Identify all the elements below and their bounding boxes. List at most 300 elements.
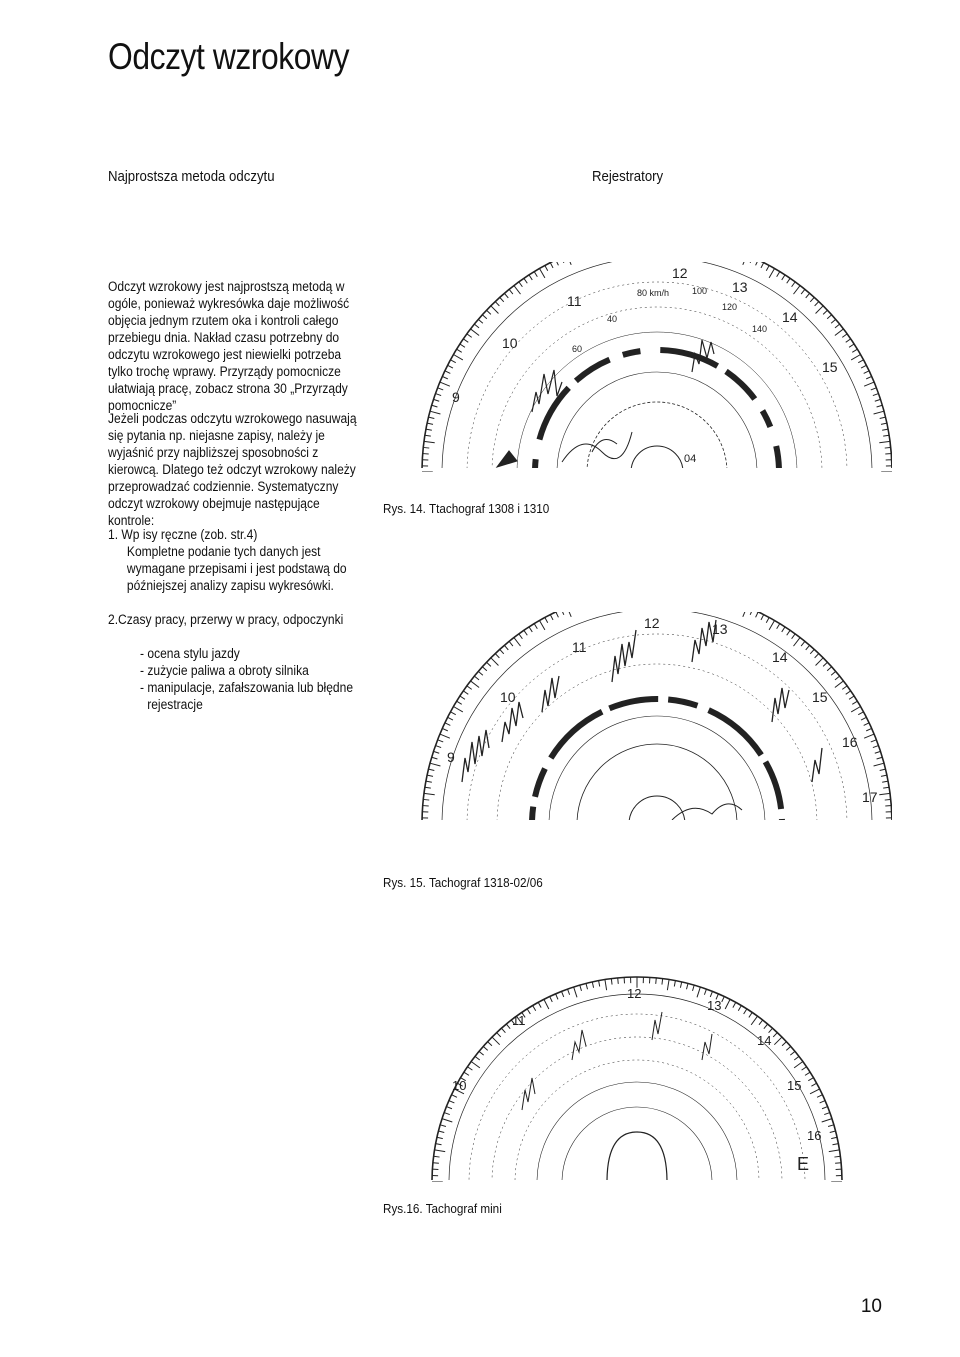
disc-label: 04 [684,453,697,465]
tick-mark [881,423,887,424]
tick-mark [463,691,468,694]
tick-mark [471,1062,480,1068]
tick-mark [786,1046,791,1050]
tick-mark [822,1119,832,1122]
disc-label: 14 [772,649,788,665]
tick-mark [545,265,548,270]
tick-mark [504,293,508,298]
tick-mark [810,1089,820,1094]
tick-mark [832,1144,838,1145]
tick-mark [463,339,468,342]
tick-mark [427,775,433,776]
questions-paragraph: Jeżeli podczas odczytu wzrokowego nasuwają się pytania np. niejasne zapisy, należy je wyjaśnić przy najbliższej sposobności z kierowcą. Dlatego też odczyt wzrokowy należy przeprowadzać codziennie. Systematyczny odczyt wzrokowy obejmuje następujące kontrole: [108,411,357,528]
tick-mark [474,324,479,328]
disc-label: 11 [572,639,587,655]
tick-mark [495,654,499,658]
disc-label: 12 [672,265,688,281]
tick-mark [424,793,435,794]
tick-mark [667,980,669,991]
tick-mark [864,734,874,738]
disc-label: 15 [822,359,838,375]
tick-mark [446,1107,452,1109]
disc-label: 10 [502,335,518,351]
tick-mark [435,746,441,748]
tick-mark [830,1131,836,1132]
tick-mark [858,360,863,363]
tick-mark [766,617,769,622]
tick-mark [835,1163,841,1164]
item-2-title: 2.Czasy pracy, przerwy w pracy, odpoczynki [108,612,344,627]
tick-mark [428,417,434,418]
bullet-item: rejestracje [147,697,203,712]
tick-mark [432,405,438,407]
tick-mark [882,429,888,430]
tick-mark [831,671,836,675]
figure-caption-16: Rys.16. Tachograf mini [383,1201,502,1216]
tick-mark [611,979,612,985]
tick-mark [544,999,549,1009]
tick-mark [864,371,869,374]
tick-mark [805,1072,810,1075]
tick-mark [538,1002,541,1007]
tick-mark [773,1033,777,1037]
tick-mark [875,751,881,753]
tick-mark [524,278,527,283]
tick-mark [835,681,844,688]
tick-mark [769,620,774,629]
tick-mark [823,662,827,666]
tick-mark [482,315,486,319]
disc-label: 14 [757,1033,772,1048]
tick-mark [430,411,440,414]
tick-mark [467,334,472,338]
tick-mark [506,1024,510,1029]
tick-mark [423,447,429,448]
tick-mark [680,982,681,988]
tick-mark [858,712,863,715]
tick-mark [467,686,472,690]
tick-mark [445,371,450,374]
tick-mark [586,983,587,989]
tick-mark [777,624,780,629]
tick-mark [562,991,564,997]
tick-mark [426,429,432,430]
tick-mark [433,1163,439,1164]
disc-label: 12 [644,615,660,631]
tick-mark [436,1144,442,1145]
tick-mark [450,360,455,363]
tick-mark [851,355,860,360]
tick-mark [500,297,504,301]
item-2 [108,611,369,628]
tick-mark [885,447,891,448]
bullet-item: - ocena stylu jazdy [140,646,240,661]
tick-mark [846,691,851,694]
disc-label: 60 [572,344,583,354]
tick-mark [550,997,553,1002]
tick-mark [444,1113,450,1115]
tick-mark [835,324,840,328]
disc-label: E [797,1154,810,1174]
tick-mark [835,676,840,680]
disc-label: 120 [722,302,738,312]
tick-mark [424,441,435,442]
tick-mark [761,263,764,268]
tick-mark [478,671,483,675]
tick-mark [693,985,695,991]
tick-mark [599,981,600,987]
tick-mark [880,769,886,770]
tick-mark [561,262,563,263]
tick-mark [815,302,819,306]
tick-mark [834,1156,840,1157]
tick-mark [823,310,827,314]
tick-mark [793,286,800,295]
tick-mark [491,658,499,666]
tick-mark [427,423,433,424]
tick-mark [550,615,553,620]
tick-mark [500,649,504,653]
tick-mark [885,799,891,800]
tick-mark [802,1067,807,1070]
tick-mark [662,979,663,985]
tick-mark [822,1107,828,1109]
tick-mark [540,620,545,629]
tick-mark [425,435,431,436]
tick-mark [806,645,810,650]
tick-mark [873,394,879,396]
tick-mark [442,728,447,730]
tick-mark [435,1150,446,1152]
tick-mark [519,634,523,639]
tick-mark [810,649,814,653]
tick-mark [487,310,491,314]
tick-mark [656,978,657,984]
tick-mark [874,411,884,414]
tick-mark [774,1037,782,1045]
tick-mark [487,662,491,666]
disc-label: 140 [752,324,768,334]
tick-mark [864,723,869,726]
tick-mark [434,1156,440,1157]
tick-mark [801,289,805,294]
tick-mark [824,1113,830,1115]
tick-mark [514,638,521,647]
tick-mark [761,615,764,620]
tick-mark [529,627,532,632]
tick-mark [880,417,886,418]
tick-mark [816,306,824,314]
tick-mark [574,987,577,997]
item-1-body: Kompletne podanie tych danych jest wymagane przepisami i jest podstawą do późniejszej analizy zapisu wykresówki. [126,544,347,593]
tick-mark [428,769,434,770]
item-1-title: 1. Wp isy ręczne (zob. str.4) [108,527,258,542]
tick-mark [524,630,527,635]
tick-mark [831,319,836,323]
tick-mark [440,382,450,386]
tick-mark [787,278,790,283]
tick-mark [426,781,432,782]
bullet-list [140,645,401,713]
tick-mark [534,624,537,629]
tick-mark [881,775,887,776]
tick-mark [801,641,805,646]
tick-mark [749,1012,752,1017]
tick-mark [861,717,866,720]
item-1 [108,526,369,594]
disc-label: 9 [452,389,460,405]
tick-mark [442,1119,452,1122]
disc-label: 80 km/h [637,288,670,298]
tick-mark [851,707,860,712]
tick-mark [432,757,438,759]
tick-mark [733,1002,736,1007]
tick-mark [514,286,521,295]
tick-mark [483,1046,488,1050]
disc-label: 16 [842,734,858,750]
tick-mark [875,399,881,401]
tick-mark [849,344,854,347]
tick-mark [453,355,462,360]
tick-mark [488,1042,492,1046]
tick-mark [864,382,874,386]
tick-mark [759,1020,763,1025]
disc-label: 15 [787,1078,802,1093]
tick-mark [580,985,582,991]
tick-mark [849,696,854,699]
tick-mark [509,289,513,294]
disc-label: 10 [452,1078,467,1093]
tick-mark [452,1095,457,1098]
tick-mark [437,1137,443,1138]
tick-mark [842,334,847,338]
tick-mark [471,681,480,688]
tick-mark [829,1150,840,1152]
tick-mark [743,612,747,617]
tick-mark [871,388,877,390]
tick-mark [438,1131,444,1132]
tick-mark [453,707,462,712]
tick-mark [605,980,607,991]
tick-mark [440,1125,446,1127]
tick-mark [497,1033,501,1037]
tick-mark [561,612,563,615]
tick-mark [782,275,785,280]
tick-mark [504,645,508,650]
disc-label: 15 [812,689,828,705]
disc-label: 17 [862,789,878,805]
tick-mark [769,268,774,277]
tick-mark [592,982,593,988]
tick-mark [556,994,558,1000]
tick-mark [556,262,559,265]
tick-mark [842,686,847,690]
disc-label: 16 [807,1128,822,1143]
tick-mark [738,1006,741,1011]
tick-mark [449,1101,455,1103]
tick-mark [743,262,747,265]
tick-mark [852,701,857,704]
tick-mark [861,365,866,368]
tick-mark [704,989,706,995]
tick-mark [445,723,450,726]
tick-mark [806,293,810,298]
tick-mark [817,1095,822,1098]
tick-mark [816,658,824,666]
tick-mark [725,999,730,1009]
tick-mark [697,987,700,997]
tick-mark [722,997,725,1002]
tick-mark [567,612,571,617]
tick-mark [873,746,879,748]
tick-mark [438,740,444,742]
tick-mark [879,793,890,794]
tick-mark [618,978,619,984]
tick-mark [750,262,752,263]
tick-mark [808,1078,813,1081]
tick-mark [827,667,831,671]
tick-mark [882,781,888,782]
tick-mark [460,344,465,347]
bullet-item: - manipulacje, zafałszowania lub błędne [140,680,354,695]
figure-caption-14: Rys. 14. Ttachograf 1308 i 1310 [383,501,550,516]
tick-mark [874,763,884,766]
page-title: Odczyt wzrokowy [108,36,350,77]
tick-mark [479,1051,484,1055]
right-section-heading: Rejestratory [592,168,664,185]
tick-mark [529,275,532,280]
tick-mark [756,612,759,617]
tick-mark [879,441,890,442]
tick-mark [750,612,752,615]
tick-mark [501,1028,505,1033]
tick-marks [422,612,892,822]
tick-mark [550,263,553,268]
tick-mark [810,297,814,301]
tick-mark [877,405,883,407]
tick-mark [686,983,687,989]
figure-caption-15: Rys. 15. Tachograf 1318-02/06 [383,875,543,890]
tick-mark [491,306,499,314]
tick-mark [883,435,889,436]
tick-mark [435,394,441,396]
tick-mark [567,262,571,265]
disc-label: 9 [447,749,455,765]
disc-label: 13 [732,279,748,295]
tick-mark [751,1016,757,1025]
tick-mark [827,315,831,319]
tick-mark [438,388,444,390]
tick-mark [534,272,537,277]
tick-mark [434,751,440,753]
disc-label: 40 [607,314,618,324]
tick-mark [434,399,440,401]
intro-paragraph: Odczyt wzrokowy jest najprostszą metodą w ogóle, ponieważ wykresówka daje możliwość objęcia jednym rzutem oka i kontroli całego przebiegu dnia. Nakład czasu potrzebny do odczytu wzrokowego jest niewielki potrzeba tylko trochę wprawy. Przyrządy pomocnicze ułatwiają pracę, zobacz strona 30 „Przyrządy pomocnicze” [108,279,350,413]
tick-mark [674,981,675,987]
tick-mark [792,282,796,287]
tick-mark [877,757,883,759]
tick-mark [423,799,429,800]
tick-mark [460,696,465,699]
tachograph-disc-mini-drawing [392,970,892,1182]
tick-mark [464,1072,469,1075]
tick-mark [835,329,844,336]
tick-mark [527,1009,530,1014]
disc-label: 11 [567,293,582,309]
tick-mark [457,349,462,352]
tick-mark [871,740,877,742]
tick-mark [828,1125,834,1127]
tick-mark [448,365,453,368]
tick-mark [474,676,479,680]
tick-mark [883,787,889,788]
disc-label: 13 [712,621,728,637]
tick-mark [794,1062,803,1068]
tachograph-disc-1318-drawing [392,612,892,822]
disc-label: 12 [627,986,642,1001]
tick-mark [457,701,462,704]
left-section-heading: Najprostsza metoda odczytu [108,168,275,185]
disc-label: 13 [707,998,722,1013]
tick-mark [710,991,712,997]
tick-mark [475,1056,480,1060]
tachograph-disc-1318 [392,612,892,822]
tick-mark [811,1083,816,1086]
tick-mark [533,1006,536,1011]
bullet-item: - zużycie paliwa a obroty silnika [140,663,309,678]
tick-mark [815,654,819,658]
tick-mark [450,712,455,715]
tick-mark [540,268,545,277]
tick-mark [448,717,453,720]
tick-mark [756,262,759,265]
tick-mark [482,667,486,671]
tick-mark [442,376,447,378]
disc-label: 100 [692,286,708,296]
tick-mark [568,989,570,995]
tick-mark [519,282,523,287]
tick-mark [744,1009,747,1014]
tick-mark [793,638,800,647]
tachograph-disc-mini [392,970,892,1182]
tick-mark [866,728,871,730]
tick-mark [467,1067,472,1070]
page-number: 10 [860,1296,882,1317]
tick-mark [846,339,851,342]
disc-label: 14 [782,309,798,325]
tick-mark [766,265,769,270]
tick-mark [777,272,780,277]
tick-mark [782,627,785,632]
tick-mark [425,787,431,788]
tachograph-disc-1308 [392,262,892,472]
tick-mark [792,634,796,639]
tick-mark [545,617,548,622]
tachograph-disc-1308-drawing [392,262,892,472]
tick-mark [787,630,790,635]
tick-mark [782,1042,786,1046]
tick-mark [852,349,857,352]
tick-mark [492,1037,500,1045]
tick-mark [794,1056,799,1060]
tick-mark [478,319,483,323]
disc-label: 10 [500,689,516,705]
tick-mark [790,1051,795,1055]
tick-mark [430,763,440,766]
tick-mark [556,612,559,617]
tick-mark [764,1024,768,1029]
tick-mark [471,329,480,336]
